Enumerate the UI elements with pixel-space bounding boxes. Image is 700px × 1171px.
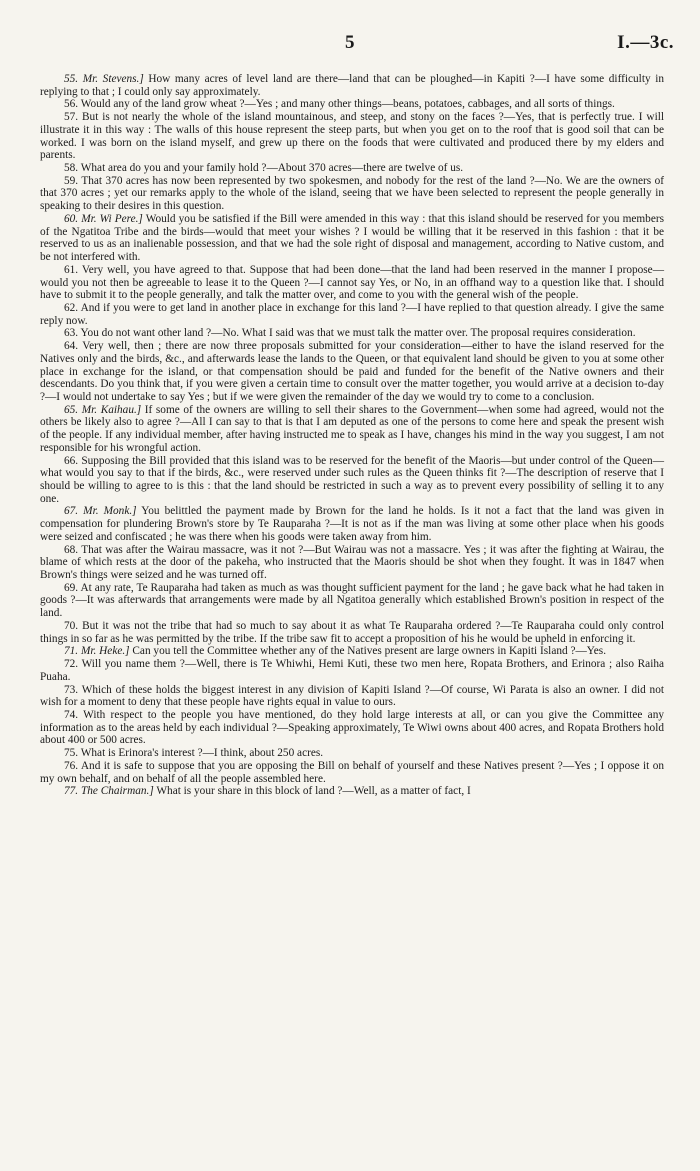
- question-answer-paragraph: [40, 645, 664, 658]
- page-number: 5: [345, 32, 355, 53]
- paragraph-text: How many acres of level land are there—land that can be ploughed—in Kapiti ?—I have some difficulty in replying to that ; I could only say approximately.: [40, 73, 664, 98]
- speaker-label: 55. Mr. Stevens.]: [64, 73, 144, 85]
- paragraph-text: 63. You do not want other land ?—No. What I said was that we must talk the matter over. The proposal requires consideration.: [64, 327, 636, 340]
- paragraph-text: 64. Very well, then ; there are now three proposals submitted for your consideration—either to have the island reserved for the Natives only and the birds, &c., and afterwards lease the lands to the Queen, or that equivalent land should be given to you at some other place in exchange for the island, or that compensation should be paid and funded for the benefit of the Native owners and their descendants. Do you think that, if you were given a certain time to consult over the matter together, you would arrive at a decision to-day ?—I would not undertake to say Yes ; but if we were given the remainder of the day we would try to come to a conclusion.: [40, 340, 664, 403]
- question-answer-paragraph: [40, 582, 664, 620]
- paragraph-text: 72. Will you name them ?—Well, there is Te Whiwhi, Hemi Kuti, these two men here, Ropata Brothers, and Erinora ; also Raiha Puaha.: [40, 658, 664, 683]
- paragraph-text: If some of the owners are willing to sell their shares to the Government—when some had agreed, would not the others be likely also to agree ?—All I can say to that is that I am deputed as one of the persons to come here and speak the present wish of the people. If any individual member, after having instructed me to speak as I have, changes his mind in the way you suggest, I am not responsible for his wrongful action.: [40, 403, 664, 454]
- question-answer-paragraph: [40, 505, 664, 543]
- question-answer-paragraph: [40, 684, 664, 709]
- page-header: [0, 32, 700, 56]
- paragraph-text: 58. What area do you and your family hold ?—About 370 acres—there are twelve of us.: [64, 162, 464, 175]
- paragraph-text: 76. And it is safe to suppose that you are opposing the Bill on behalf of yourself and these Natives present ?—Yes ; I oppose it on my own behalf, and on behalf of all the people assembled here.: [40, 759, 664, 785]
- question-answer-paragraph: [40, 340, 664, 404]
- question-answer-paragraph: [40, 709, 664, 747]
- paragraph-text: 75. What is Erinora's interest ?—I think, about 250 acres.: [64, 747, 324, 760]
- speaker-label: 60. Mr. Wi Pere.]: [64, 212, 143, 225]
- paragraph-text: You belittled the payment made by Brown for the land he holds. Is it not a fact that the land was given in compensation for plundering Brown's store by Te Rauparaha ?—It is not as if the man was living at some other place when his goods were seized and confiscated ; he was there when his goods were taken away from him.: [40, 505, 664, 543]
- paragraph-text: 61. Very well, you have agreed to that. Suppose that had been done—that the land had been reserved in the manner I propose—would you not then be agreeable to lease it to the Queen ?—I cannot say Yes, or No, in an offhand way to a question like that. I should have to submit it to the people generally, and talk the matter over, and come to you with the general wish of the people.: [40, 263, 664, 302]
- paragraph-text: 70. But it was not the tribe that had so much to say about it as what Te Rauparaha ordered ?—Te Rauparaha could only control things in so far as he was permitted by the tribe. If the tribe saw fit to accept a proposition of his he would be upheld in enforcing it.: [40, 619, 664, 645]
- question-answer-paragraph: [40, 455, 664, 506]
- paragraph-text: 56. Would any of the land grow wheat ?—Yes ; and many other things—beans, potatoes, cabbages, and all sorts of things.: [64, 98, 615, 111]
- question-answer-paragraph: [40, 213, 664, 264]
- paragraph-text: 66. Supposing the Bill provided that this island was to be reserved for the benefit of the Maoris—but under control of the Queen—what would you say to that if the birds, &c., were reserved under such rules as the Queen thinks fit ?—The description of reserve that I should be willing to agree to is this : that the land should be restricted in such a way as to prevent every possibility of selling it to any one.: [40, 454, 664, 505]
- document-reference: I.—3c.: [617, 32, 674, 53]
- paragraph-text: 73. Which of these holds the biggest interest in any division of Kapiti Island ?—Of course, Wi Parata is also an owner. I did not wish for a moment to deny that these people have rights equal in value to ours.: [40, 683, 664, 709]
- question-answer-paragraph: [40, 73, 664, 98]
- evidence-transcript: [40, 73, 664, 798]
- paragraph-text: Can you tell the Committee whether any of the Natives present are large owners in Kapiti Island ?—Yes.: [129, 645, 607, 658]
- question-answer-paragraph: [40, 327, 664, 340]
- question-answer-paragraph: [40, 658, 664, 683]
- speaker-label: 65. Mr. Kaihau.]: [64, 403, 142, 416]
- paragraph-text: 57. But is not nearly the whole of the island mountainous, and steep, and stony on the faces ?—Yes, that is perfectly true. I will illustrate it in this way : The walls of this house represent the steep parts, but when you get on to the roof that is good soil that can be worked. I was born on the island myself, and grew up there on the foods that were cultivated and produced there by my elders and parents.: [40, 111, 664, 162]
- paragraph-text: Would you be satisfied if the Bill were amended in this way : that this island should be reserved for you members of the Ngatitoa Tribe and the birds—would that meet your wishes ? I would be willing that it be reserved in this fashion : that it be reserved to us as an inalienable possession, and that we had the sole right of disposal and management, according to Native custom, and be not interfered with.: [40, 212, 664, 264]
- question-answer-paragraph: [40, 162, 664, 175]
- paragraph-text: 62. And if you were to get land in another place in exchange for this land ?—I have replied to that question already. I give the same reply now.: [40, 301, 664, 327]
- question-answer-paragraph: [40, 785, 664, 798]
- question-answer-paragraph: [40, 175, 664, 213]
- question-answer-paragraph: [40, 302, 664, 327]
- paragraph-text: What is your share in this block of land ?—Well, as a matter of fact, I: [153, 785, 471, 798]
- paragraph-text: 68. That was after the Wairau massacre, was it not ?—But Wairau was not a massacre. Yes ; it was after the fighting at Wairau, the blame of which rests at the door of the pakeha, who instructed that the Maoris should be shot when they fought. It was in 1847 when Brown's things were seized and he was turned off.: [40, 543, 664, 582]
- question-answer-paragraph: [40, 98, 664, 111]
- paragraph-text: 69. At any rate, Te Rauparaha had taken as much as was thought sufficient payment for the land ; he gave back what he had taken in goods ?—It was afterwards that arrangements were made by all Ngatitoa generally which established Brown's position in respect of the land.: [40, 581, 664, 620]
- speaker-label: 71. Mr. Heke.]: [64, 645, 130, 658]
- question-answer-paragraph: [40, 264, 664, 302]
- question-answer-paragraph: [40, 747, 664, 760]
- question-answer-paragraph: [40, 620, 664, 645]
- question-answer-paragraph: [40, 544, 664, 582]
- question-answer-paragraph: [40, 111, 664, 162]
- paragraph-text: 59. That 370 acres has now been represented by two spokesmen, and nobody for the rest of the land ?—No. We are the owners of that 370 acres ; yet our remarks apply to the whole of the island, seeing that we have been selected to represent the people generally in speaking to their desires in this question.: [40, 174, 664, 213]
- question-answer-paragraph: [40, 760, 664, 785]
- speaker-label: 67. Mr. Monk.]: [64, 505, 137, 518]
- paragraph-text: 74. With respect to the people you have mentioned, do they hold large interests at all, or can you give the Committee any information as to the areas held by each individual ?—Speaking approximately, Te Wiwi owns about 400 acres, and Ropata Brothers hold about 400 or 500 acres.: [40, 708, 664, 747]
- speaker-label: 77. The Chairman.]: [64, 785, 154, 798]
- question-answer-paragraph: [40, 404, 664, 455]
